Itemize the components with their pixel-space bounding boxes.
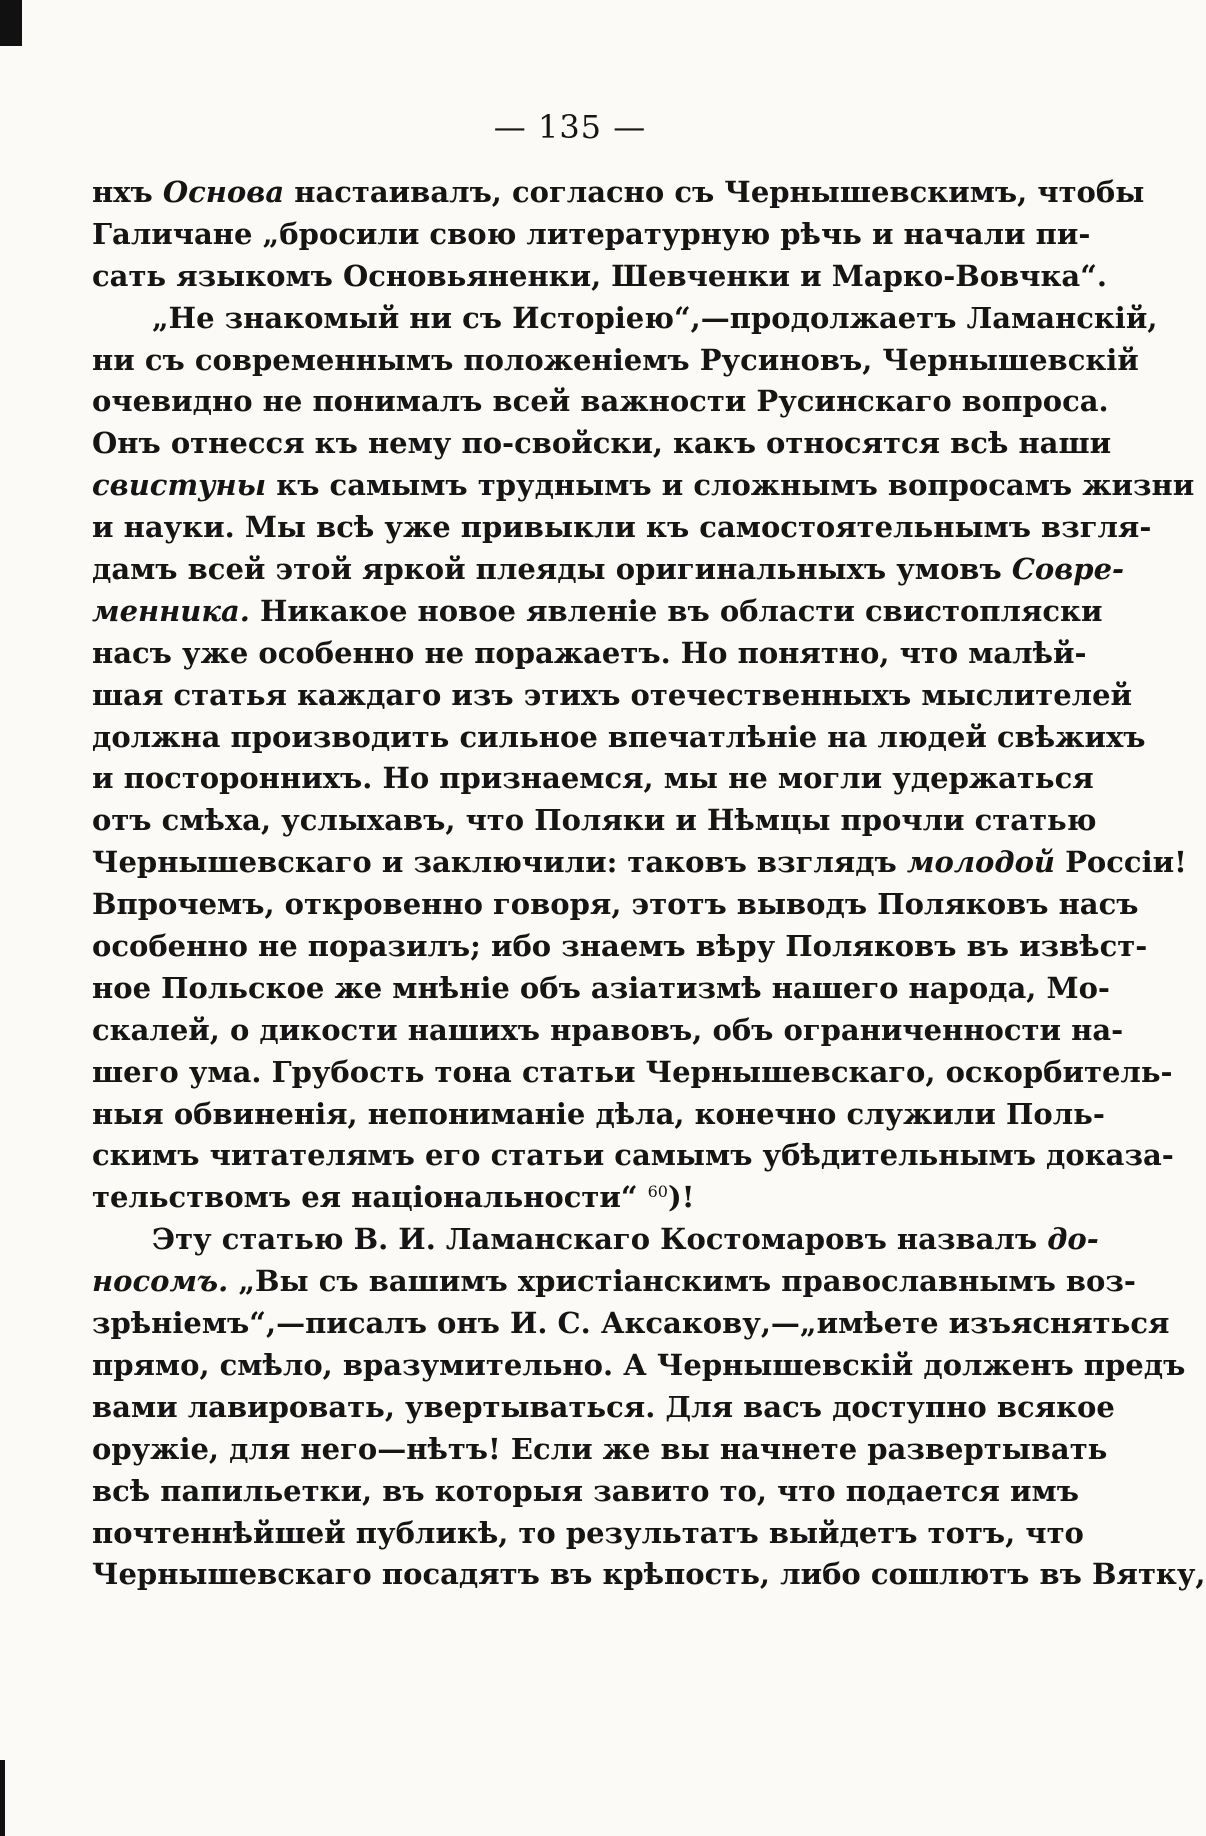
text-line-12: насъ уже особенно не поражаетъ. Но понятно, что малѣй- <box>92 635 1087 670</box>
text-line-33: почтеннѣйшей публикѣ, то результатъ выйдетъ тотъ, что <box>92 1515 1084 1550</box>
text-line-19: особенно не поразилъ; ибо знаемъ вѣру Поляковъ въ извѣст- <box>92 929 1148 964</box>
text-line-34: Чернышевскаго посадятъ въ крѣпость, либо сошлютъ въ Вятку, <box>92 1557 1206 1592</box>
text-line-8: свистуны къ самымъ труднымъ и сложнымъ вопросамъ жизни <box>92 468 1195 503</box>
text-line-28: зрѣніемъ“,—писалъ онъ И. С. Аксакову,—„имѣете изъясняться <box>92 1306 1170 1341</box>
text-line-14: должна производить сильное впечатлѣніе на людей свѣжихъ <box>92 719 1146 754</box>
scan-edge-left <box>0 1760 5 1836</box>
text-line-22: шего ума. Грубость тона статьи Чернышевскаго, оскорбитель- <box>92 1054 1173 1089</box>
text-line-9: и науки. Мы всѣ уже привыкли къ самостоятельнымъ взгля- <box>92 510 1152 545</box>
page-number: — 135 — <box>493 108 647 146</box>
text-line-24: скимъ читателямъ его статьи самымъ убѣдительнымъ доказа- <box>92 1138 1174 1173</box>
text-line-31: оружіе, для него—нѣтъ! Если же вы начнете развертывать <box>92 1431 1108 1466</box>
text-line-3: сать языкомъ Основьяненки, Шевченки и Марко-Вовчка“. <box>92 258 1107 293</box>
text-line-30: вами лавировать, увертываться. Для васъ доступно всякое <box>92 1389 1115 1424</box>
italic-term: молодой <box>906 845 1055 880</box>
text-line-32: всѣ папильетки, въ которыя завито то, что подается имъ <box>92 1473 1079 1508</box>
italic-term: Совре- <box>1011 552 1125 587</box>
italic-term: свистуны <box>92 468 267 503</box>
text-line-15: и постороннихъ. Но признаемся, мы не могли удержаться <box>92 761 1094 796</box>
text-line-13: шая статья каждаго изъ этихъ отечественныхъ мыслителей <box>92 677 1133 712</box>
text-line-7: Онъ отнесся къ нему по-свойски, какъ относятся всѣ наши <box>92 426 1112 461</box>
text-line-11: менника. Никакое новое явленіе въ области свистопляски <box>92 593 1103 628</box>
text-line-10: дамъ всей этой яркой плеяды оригинальныхъ умовъ Совре- <box>92 552 1125 587</box>
text-line-27: носомъ. „Вы съ вашимъ христіанскимъ православнымъ воз- <box>92 1264 1136 1299</box>
text-line-6: очевидно не понималъ всей важности Русинскаго вопроса. <box>92 384 1109 419</box>
text-line-16: отъ смѣха, услыхавъ, что Поляки и Нѣмцы прочли статью <box>92 803 1097 838</box>
scan-edge-top <box>0 0 22 46</box>
italic-term: Основа <box>162 175 285 209</box>
text-line-4: „Не знакомый ни съ Исторіею“,—продолжаетъ Ламанскій, <box>152 300 1158 335</box>
text-line-20: ное Польское же мнѣніе объ азіатизмѣ нашего народа, Мо- <box>92 970 1110 1005</box>
text-line-26: Эту статью В. И. Ламанскаго Костомаровъ назвалъ до- <box>152 1222 1099 1257</box>
text-line-17: Чернышевскаго и заключили: таковъ взглядъ молодой Россіи! <box>92 845 1187 880</box>
text-line-21: скалей, о дикости нашихъ нравовъ, объ ограниченности на- <box>92 1012 1124 1047</box>
text-line-1: нхъ Основа настаивалъ, согласно съ Чернышевскимъ, чтобы <box>92 175 1145 209</box>
italic-term: носомъ. <box>92 1264 229 1299</box>
text-line-5: ни съ современнымъ положеніемъ Русиновъ, Чернышевскій <box>92 342 1139 377</box>
footnote-ref: 60 <box>647 1182 668 1202</box>
body-text <box>92 172 1206 1596</box>
text-line-29: прямо, смѣло, вразумительно. А Чернышевскій долженъ предъ <box>92 1347 1186 1382</box>
text-line-18: Впрочемъ, откровенно говоря, этотъ выводъ Поляковъ насъ <box>92 887 1139 922</box>
text-line-2: Галичане „бросили свою литературную рѣчь и начали пи- <box>92 216 1091 251</box>
italic-term: до- <box>1047 1222 1099 1257</box>
text-line-25: тельствомъ ея національности“ $^{60}$)! <box>92 1180 695 1215</box>
text-line-23: ныя обвиненія, непониманіе дѣла, конечно служили Поль- <box>92 1096 1105 1131</box>
italic-term: менника. <box>92 593 250 628</box>
